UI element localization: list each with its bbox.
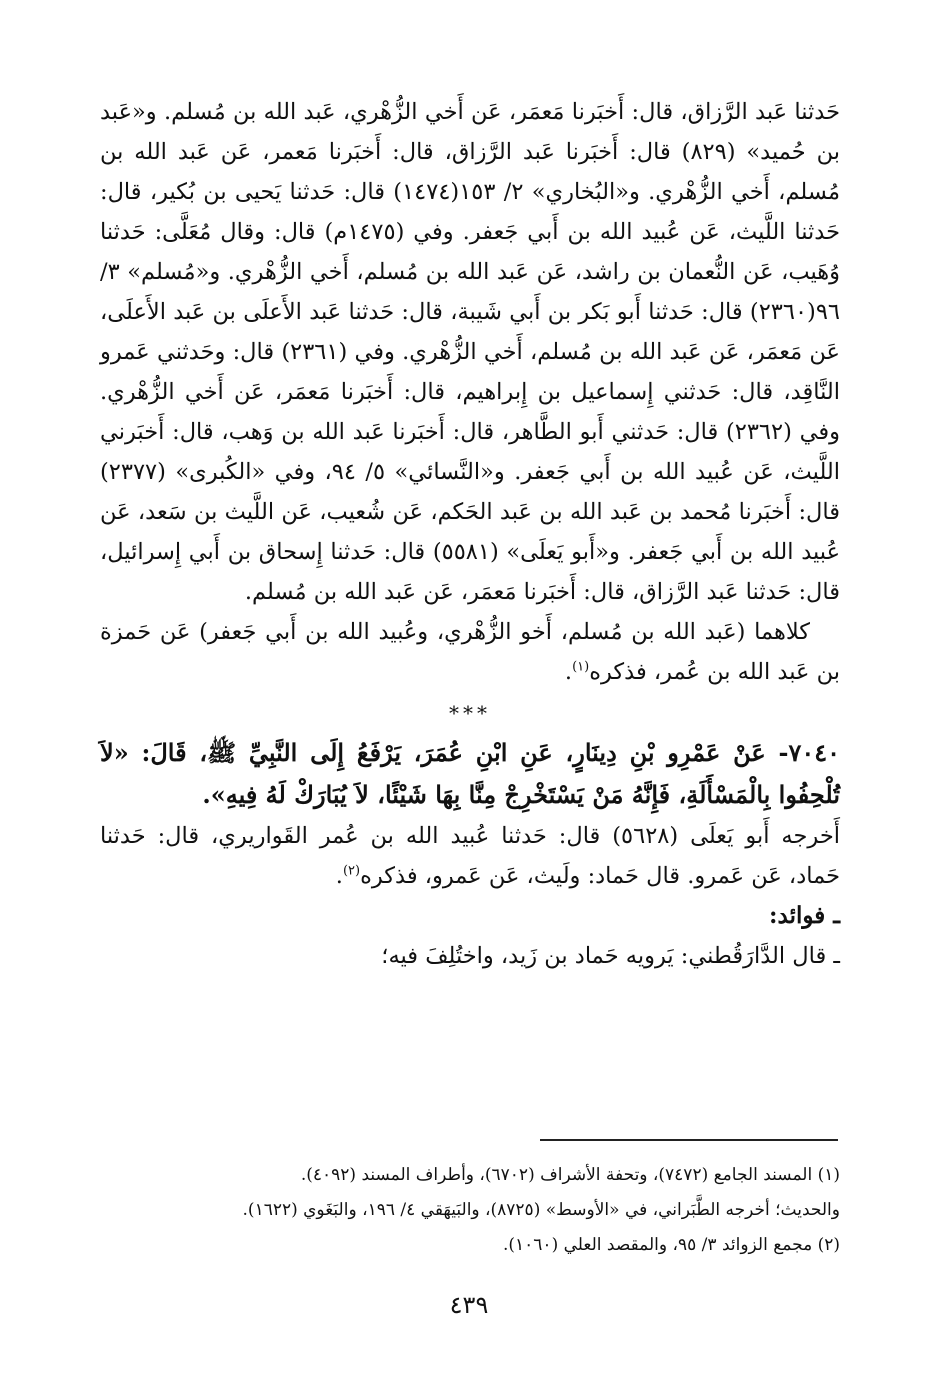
main-text — [100, 92, 840, 976]
page-number: ٤٣٩ — [449, 1291, 489, 1319]
takhrij-paragraph — [100, 816, 840, 896]
hadith-text — [100, 732, 840, 816]
footnote-1: (١) المسند الجامع (٧٤٧٢)، وتحفة الأشراف (٦٧٠٢)، وأطراف المسند (٤٠٩٢). — [300, 1165, 840, 1185]
takhrij-end: . — [335, 863, 343, 889]
hadith-number: ٧٠٤٠- — [778, 738, 840, 767]
section-separator: *** — [449, 701, 491, 725]
benefits-title: ـ فوائد: — [769, 902, 840, 929]
footnote-divider — [540, 1139, 838, 1141]
takhrij-text: أَخرجه أَبو يَعلَى (٥٦٢٨) قال: حَدثنا عُبيد الله بن عُمر القَواريري، قال: حَدثنا حَماد، عَن عَمرو. قال حَماد: ولَيث، عَن عَمرو، فذكره — [100, 823, 840, 889]
footnote-ref-1: (١) — [572, 659, 590, 675]
summary-text: كلاهما (عَبد الله بن مُسلم، أَخو الزُّهْري، وعُبيد الله بن أَبي جَعفر) عَن حَمزة بن عَبد الله بن عُمر، فذكره — [100, 619, 840, 685]
isnad-paragraph: حَدثنا عَبد الرَّزاق، قال: أَخبَرنا مَعمَر، عَن أَخي الزُّهْري، عَبد الله بن مُسلم. و«عَبد بن حُميد» (٨٢٩) قال: أَخبَرنا عَبد الرَّزاق، قال: أَخبَرنا مَعمر، عَن عَبد الله بن مُسلم، أَخي الزُّهْري. و«البُخاري» ٢/ ١٥٣(١٤٧٤) قال: حَدثنا يَحيى بن بُكير، قال: حَدثنا اللَّيث، عَن عُبيد الله بن أَبي جَعفر. وفي (١٤٧٥م) قال: وقال مُعَلَّى: حَدثنا وُهَيب، عَن النُّعمان بن راشد، عَن عَبد الله بن مُسلم، أَخي الزُّهْري. و«مُسلم» ٣/ ٩٦(٢٣٦٠) قال: حَدثنا أَبو بَكر بن أَبي شَيبة، قال: حَدثنا عَبد الأَعلَى بن عَبد الأَعلَى، عَن مَعمَر، عَن عَبد الله بن مُسلم، أَخي الزُّهْري. وفي (٢٣٦١) قال: وحَدثني عَمرو النَّاقِد، قال: حَدثني إِسماعيل بن إِبراهيم، قال: أَخبَرنا مَعمَر، عَن أَخي الزُّهْري. وفي (٢٣٦٢) قال: حَدثني أَبو الطَّاهر، قال: أَخبَرنا عَبد الله بن وَهب، قال: أَخبَرني اللَّيث، عَن عُبيد الله بن أَبي جَعفر. و«النَّسائي» ٥/ ٩٤، وفي «الكُبرى» (٢٣٧٧) قال: أَخبَرنا مُحمد بن عَبد الله بن عَبد الحَكم، عَن شُعيب، عَن اللَّيث بن سَعد، عَن عُبيد الله بن أَبي جَعفر. و«أَبو يَعلَى» (٥٥٨١) قال: حَدثنا إِسحاق بن أَبي إِسرائيل، قال: حَدثنا عَبد الرَّزاق، قال: أَخبَرنا مَعمَر، عَن عَبد الله بن مُسلم. — [100, 99, 841, 605]
footnotes — [100, 1158, 840, 1263]
footnote-ref-2: (٢) — [342, 863, 361, 879]
summary-end: . — [564, 659, 573, 685]
footnote-1-continued: والحديث؛ أخرجه الطَّبَراني، في «الأوسط» (٨٧٢٥)، والبَيهَقي ٤/ ١٩٦، والبَغَوي (١٦٢٢). — [242, 1200, 840, 1220]
benefit-line: ـ قال الدَّارَقُطني: يَرويه حَماد بن زَيد، واختُلِفَ فيه؛ — [381, 943, 840, 969]
summary-paragraph — [100, 612, 840, 692]
hadith-body: عَنْ عَمْرِو بْنِ دِينَارٍ، عَنِ ابْنِ عُمَرَ، يَرْفَعُ إِلَى النَّبِيِّ ﷺ، قَالَ: «لاَ تُلْحِفُوا بِالْمَسْأَلَةِ، فَإِنَّهُ مَنْ يَسْتَخْرِجْ مِنَّا بِهَا شَيْئًا، لاَ يُبَارَكْ لَهُ فِيهِ». — [100, 738, 840, 809]
footnote-2: (٢) مجمع الزوائد ٣/ ٩٥، والمقصد العلي (١٠٦٠). — [502, 1235, 840, 1255]
